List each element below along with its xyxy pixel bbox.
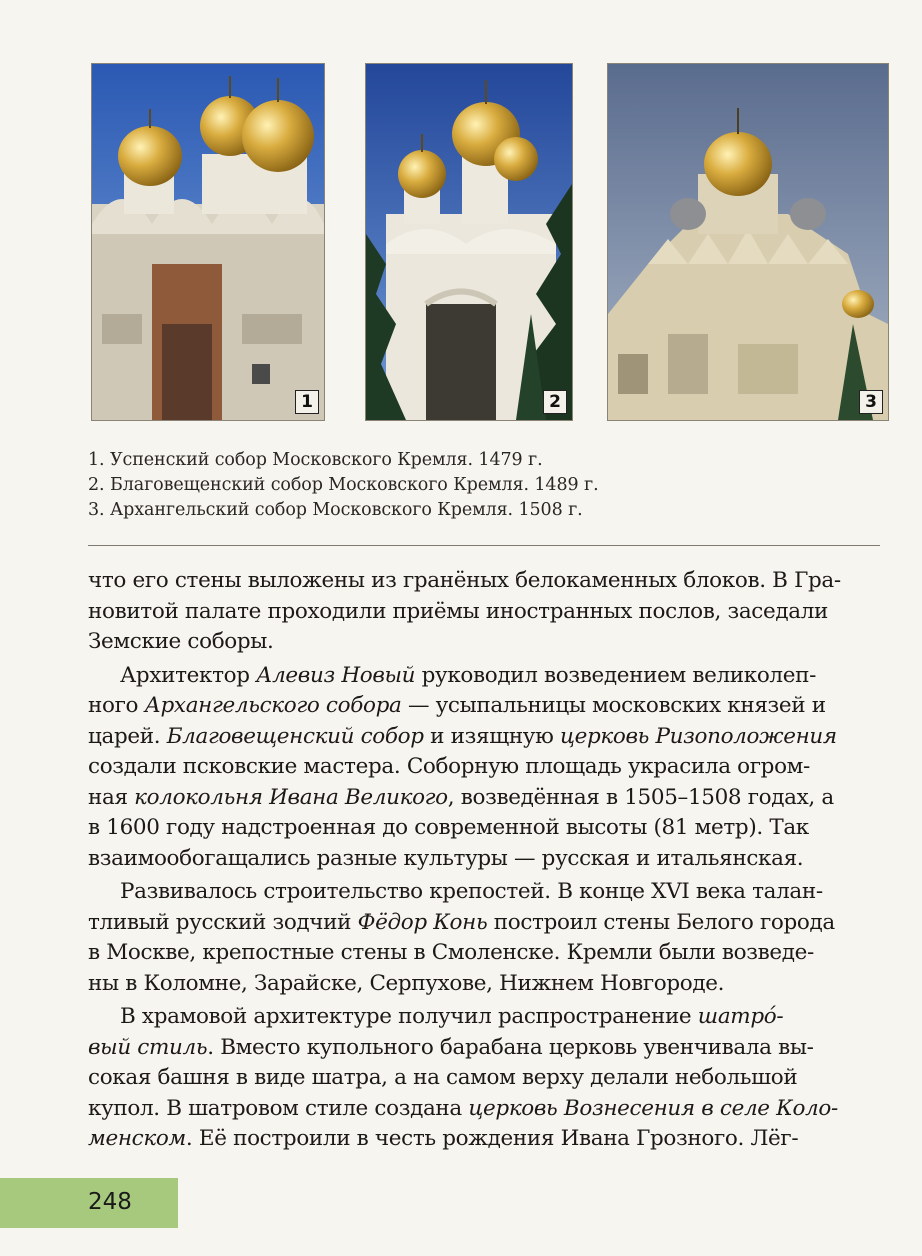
page-number: 248 xyxy=(88,1189,132,1215)
photo-blagoveshchensky-cathedral xyxy=(366,64,572,420)
text-span: , возведённая в 1505–1508 годах, а xyxy=(447,784,834,810)
text-line: новитой палате проходили приёмы иностранных послов, заседали xyxy=(88,598,828,624)
photo-number: 1 xyxy=(295,390,319,414)
text-span: ная xyxy=(88,784,135,810)
photo-uspensky-cathedral xyxy=(92,64,324,420)
text-span: ного xyxy=(88,693,145,718)
paragraph-4 xyxy=(88,1002,888,1155)
text-line: что его стены выложены из гранёных белокаменных блоков. В Гра- xyxy=(88,568,841,593)
body-text xyxy=(88,566,888,1155)
emphasis: Фёдор Конь xyxy=(357,909,488,935)
text-line xyxy=(88,722,888,753)
uspensky-cathedral-illustration xyxy=(92,64,324,420)
text-span: построил стены Белого города xyxy=(487,909,835,935)
emphasis: Благовещенский собор xyxy=(166,723,424,749)
text-line: создали псковские мастера. Соборную площадь украсила огром- xyxy=(88,754,810,779)
text-line: взаимообогащались разные культуры — русская и итальянская. xyxy=(88,845,804,871)
paragraph-2 xyxy=(88,661,888,875)
text-line: сокая башня в виде шатра, а на самом верху делали небольшой xyxy=(88,1065,798,1090)
text-span: купол. В шатровом стиле создана xyxy=(88,1095,469,1121)
emphasis: вый стиль xyxy=(88,1034,208,1060)
emphasis: Алевиз Новый xyxy=(256,662,416,688)
text-line: ны в Коломне, Зарайске, Серпухове, Нижнем Новгороде. xyxy=(88,970,725,996)
section-divider xyxy=(88,545,880,546)
text-span: В храмовой архитектуре получил распространение xyxy=(120,1004,698,1029)
blagoveshchensky-cathedral-illustration xyxy=(366,64,572,420)
photo-number: 2 xyxy=(543,390,567,414)
emphasis: Архангельского собора xyxy=(144,693,402,718)
text-line xyxy=(88,908,888,939)
text-line xyxy=(88,783,888,814)
text-line: в 1600 году надстроенная до современной высоты (81 метр). Так xyxy=(88,815,809,840)
paragraph-1 xyxy=(88,566,888,658)
text-line xyxy=(88,1002,888,1033)
text-line: Земские соборы. xyxy=(88,629,274,654)
text-line xyxy=(88,1033,888,1064)
text-span: тливый русский зодчий xyxy=(88,909,358,935)
emphasis: менском xyxy=(88,1126,186,1151)
photo-row xyxy=(92,64,888,424)
text-line: Развивалось строительство крепостей. В конце XVI века талан- xyxy=(120,879,823,904)
text-line xyxy=(88,661,888,692)
text-line: в Москве, крепостные стены в Смоленске. Кремли были возведе- xyxy=(88,940,814,965)
text-span: . Её построили в честь рождения Ивана Грозного. Лёг- xyxy=(185,1126,799,1151)
text-span: — усыпальницы московских князей и xyxy=(401,693,826,718)
photo-arkhangelsky-cathedral xyxy=(608,64,888,420)
text-line xyxy=(88,1094,888,1125)
caption-3: 3. Архангельский собор Московского Кремля. 1508 г. xyxy=(88,500,583,520)
emphasis: шатро́- xyxy=(697,1004,784,1029)
photo-number: 3 xyxy=(859,390,883,414)
text-span: руководил возведением великолеп- xyxy=(415,662,817,688)
text-line xyxy=(88,1124,888,1155)
emphasis: колокольня Ивана Великого xyxy=(134,784,448,810)
caption-1: 1. Успенский собор Московского Кремля. 1479 г. xyxy=(88,450,543,470)
emphasis: церковь Вознесения в селе Коло- xyxy=(468,1095,838,1121)
text-span: царей. xyxy=(88,723,167,749)
text-span: . Вместо купольного барабана церковь увенчивала вы- xyxy=(207,1034,814,1060)
text-span: и изящную xyxy=(423,723,560,749)
photo-captions xyxy=(88,448,888,523)
arkhangelsky-cathedral-illustration xyxy=(608,64,888,420)
caption-2: 2. Благовещенский собор Московского Кремля. 1489 г. xyxy=(88,475,599,495)
emphasis: церковь Ризоположения xyxy=(559,723,837,749)
text-line xyxy=(88,691,888,722)
paragraph-3 xyxy=(88,877,888,999)
text-span: Архитектор xyxy=(120,662,257,688)
